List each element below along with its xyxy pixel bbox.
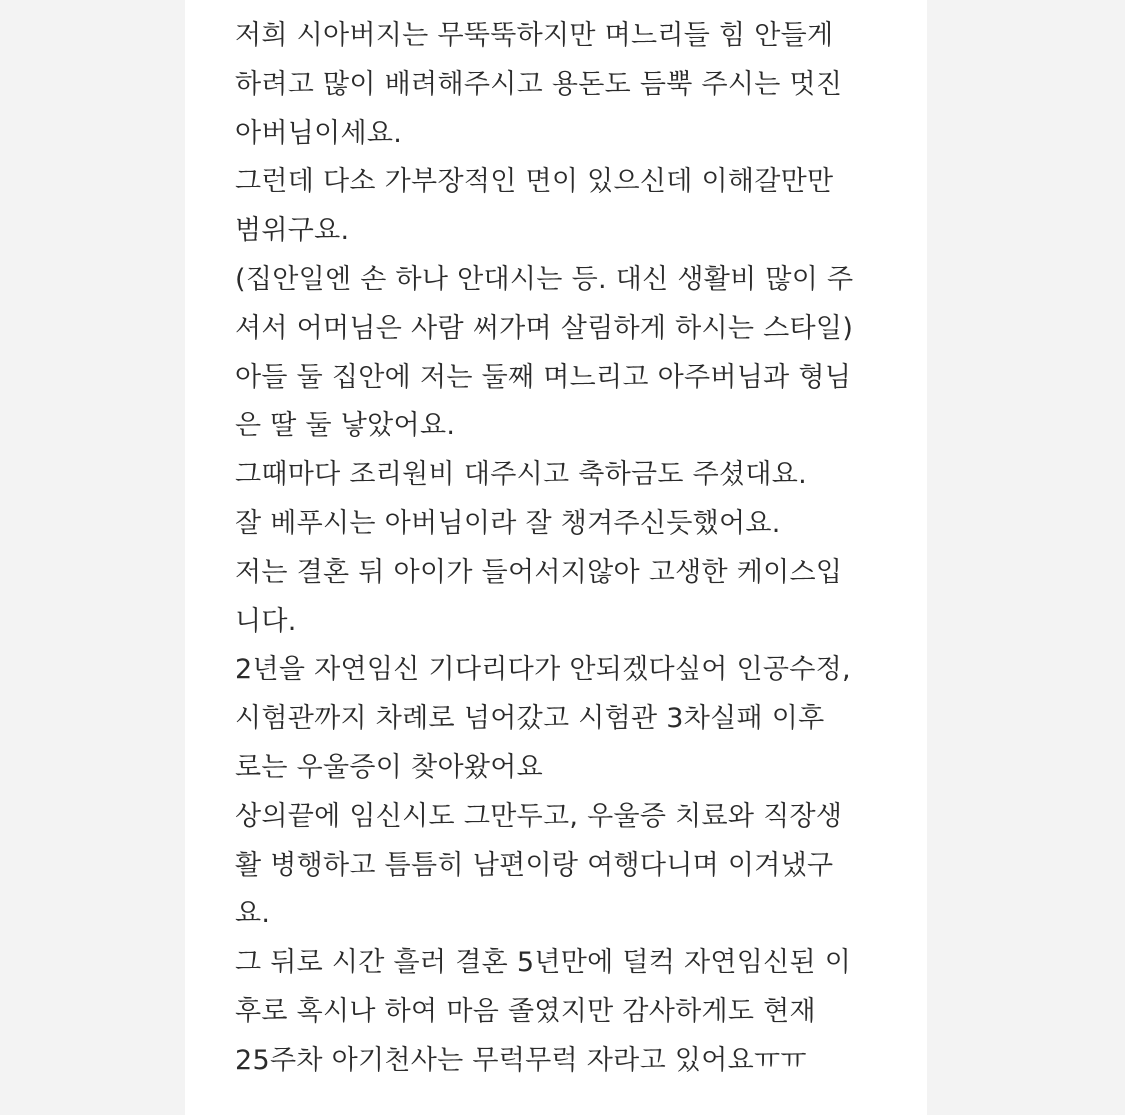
post-line: 은 딸 둘 낳았어요. (235, 410, 456, 442)
post-line: 후로 혹시나 하여 마음 졸였지만 감사하게도 현재 (235, 995, 816, 1027)
post-line: 니다. (235, 605, 297, 637)
post-line: 2년을 자연임신 기다리다가 안되겠다싶어 인공수정, (235, 654, 851, 686)
post-line: 하려고 많이 배려해주시고 용돈도 듬뿍 주시는 멋진 (235, 68, 843, 100)
post-line: 저는 결혼 뒤 아이가 들어서지않아 고생한 케이스입 (235, 556, 843, 588)
post-line: 로는 우울증이 찾아왔어요 (235, 751, 543, 783)
post-line: 시험관까지 차례로 넘어갔고 시험관 3차실패 이후 (235, 703, 825, 735)
post-line: 25주차 아기천사는 무럭무럭 자라고 있어요ㅠㅠ (235, 1044, 807, 1076)
post-line: 아들 둘 집안에 저는 둘째 며느리고 아주버님과 형님 (235, 361, 852, 393)
post-line: 그 뒤로 시간 흘러 결혼 5년만에 덜컥 자연임신된 이 (235, 947, 852, 979)
post-line: 잘 베푸시는 아버님이라 잘 챙겨주신듯했어요. (235, 507, 781, 539)
post-line: 아버님이세요. (235, 117, 403, 149)
post-page (185, 0, 927, 1115)
post-line: 셔서 어머님은 사람 써가며 살림하게 하시는 스타일) (235, 312, 854, 344)
post-line: 범위구요. (235, 215, 350, 247)
post-body (235, 12, 925, 1086)
post-line: 활 병행하고 틈틈히 남편이랑 여행다니며 이겨냈구 (235, 849, 834, 881)
post-line: 그런데 다소 가부장적인 면이 있으신데 이해갈만만 (235, 166, 834, 198)
post-line: (집안일엔 손 하나 안대시는 등. 대신 생활비 많이 주 (235, 263, 854, 295)
post-line: 요. (235, 898, 271, 930)
post-line: 그때마다 조리원비 대주시고 축하금도 주셨대요. (235, 459, 808, 491)
post-line: 상의끝에 임신시도 그만두고, 우울증 치료와 직장생 (235, 800, 843, 832)
post-line: 저희 시아버지는 무뚝뚝하지만 며느리들 힘 안들게 (235, 20, 834, 51)
